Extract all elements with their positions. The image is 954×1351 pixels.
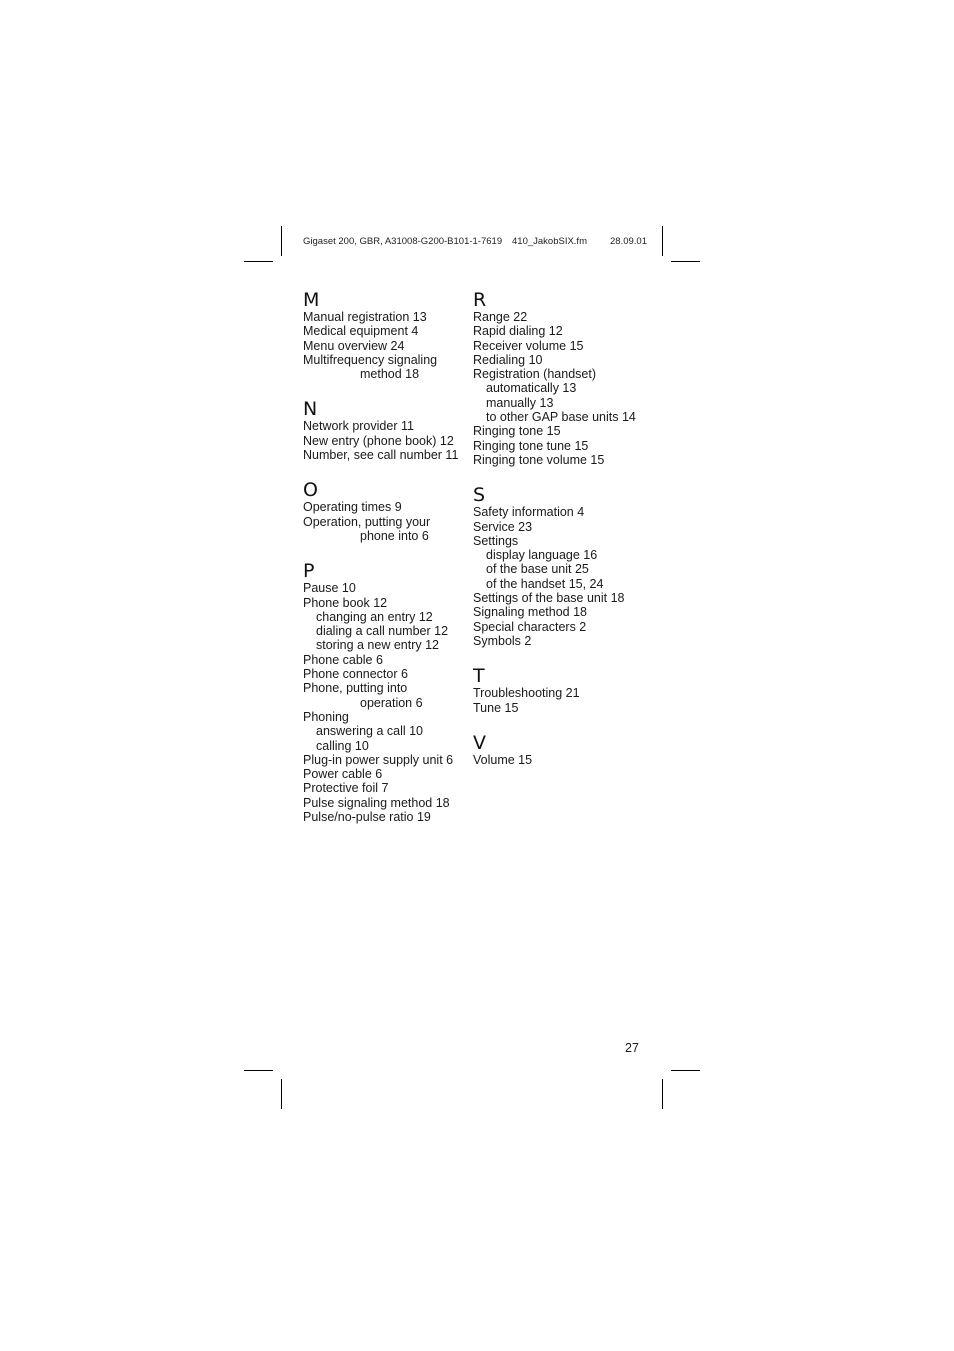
index-section-t [473, 664, 653, 715]
index-section-m [303, 288, 469, 381]
index-entry: Multifrequency signaling [303, 352, 438, 367]
crop-mark-bottom-right-vertical [662, 1079, 663, 1109]
index-entry: Pulse/no-pulse ratio 19 [303, 810, 431, 825]
index-entry: Phone book 12 [303, 595, 388, 610]
index-entry-list [473, 310, 653, 467]
index-entry: Signaling method 18 [473, 605, 587, 620]
index-entry: Protective foil 7 [303, 781, 389, 796]
header-doc-id: Gigaset 200, GBR, A31008-G200-B101-1-7619 [303, 236, 503, 247]
index-entry: Tune 15 [473, 700, 519, 715]
crop-mark-top-left-horizontal [244, 261, 273, 262]
crop-mark-bottom-left-vertical [281, 1079, 282, 1109]
index-column-right [473, 288, 653, 783]
index-entry: Range 22 [473, 310, 528, 324]
index-entry: Phoning [303, 709, 349, 724]
section-letter: R [473, 289, 487, 311]
index-entry: Ringing tone volume 15 [473, 452, 605, 467]
index-entry-list [473, 686, 653, 715]
index-entry: Safety information 4 [473, 505, 585, 520]
index-subentry: storing a new entry 12 [316, 638, 439, 653]
index-section-p [303, 559, 469, 824]
index-entry: phone into 6 [360, 528, 429, 543]
index-entry: Ringing tone tune 15 [473, 438, 589, 453]
index-entry: Phone connector 6 [303, 667, 408, 682]
index-entry: Symbols 2 [473, 633, 532, 648]
index-subentry: to other GAP base units 14 [486, 410, 636, 425]
index-subentry: answering a call 10 [316, 724, 424, 739]
crop-mark-top-left-vertical [281, 226, 282, 256]
index-entry: method 18 [360, 367, 420, 382]
section-letter: P [303, 560, 315, 583]
index-entry: Registration (handset) [473, 367, 596, 382]
index-entry: Network provider 11 [303, 419, 414, 434]
crop-mark-top-right-horizontal [671, 261, 700, 262]
header-date: 28.09.01 [610, 236, 647, 247]
index-entry-list [303, 419, 469, 462]
index-section-n [303, 397, 469, 462]
index-entry-list [303, 310, 469, 381]
section-letter: T [473, 665, 485, 688]
index-entry: Receiver volume 15 [473, 338, 584, 353]
index-entry: Operating times 9 [303, 500, 402, 515]
index-section-o [303, 478, 469, 543]
index-entry-list [303, 581, 469, 824]
index-entry: Volume 15 [473, 752, 533, 767]
index-section-r [473, 288, 653, 467]
index-subentry: manually 13 [486, 395, 554, 410]
index-subentry: display language 16 [486, 548, 598, 563]
index-entry: Operation, putting your [303, 514, 431, 529]
page-number: 27 [625, 1041, 639, 1055]
section-letter: O [303, 479, 318, 502]
index-subentry: dialing a call number 12 [316, 624, 449, 639]
index-entry: Manual registration 13 [303, 310, 427, 324]
index-entry: Troubleshooting 21 [473, 686, 580, 701]
index-entry: Rapid dialing 12 [473, 324, 563, 339]
crop-mark-bottom-right-horizontal [671, 1070, 700, 1071]
index-entry: Pulse signaling method 18 [303, 795, 450, 810]
index-entry: Number, see call number 11 [303, 448, 459, 463]
section-letter: M [303, 289, 320, 311]
index-entry: Settings of the base unit 18 [473, 591, 625, 606]
index-subentry: of the handset 15, 24 [486, 576, 604, 591]
index-subentry: changing an entry 12 [316, 609, 433, 624]
crop-mark-top-right-vertical [662, 226, 663, 256]
index-column-left [303, 288, 469, 840]
index-entry: Ringing tone 15 [473, 424, 561, 439]
index-entry-list [303, 500, 469, 543]
section-letter: V [473, 731, 486, 754]
section-letter: N [303, 398, 318, 421]
crop-mark-bottom-left-horizontal [244, 1070, 273, 1071]
index-entry: operation 6 [360, 695, 423, 710]
index-entry: Redialing 10 [473, 352, 543, 367]
index-entry-list [473, 753, 653, 767]
index-entry: Service 23 [473, 519, 533, 534]
index-subentry: calling 10 [316, 738, 369, 753]
index-entry: Phone, putting into [303, 681, 408, 696]
index-entry: Phone cable 6 [303, 652, 383, 667]
index-subentry: automatically 13 [486, 381, 577, 396]
index-section-v [473, 731, 653, 767]
page-header [303, 236, 647, 250]
index-entry: Settings [473, 533, 519, 548]
index-entry: Menu overview 24 [303, 338, 405, 353]
index-entry: New entry (phone book) 12 [303, 433, 454, 448]
index-subentry: of the base unit 25 [486, 562, 589, 577]
index-entry: Special characters 2 [473, 619, 587, 634]
header-file-name: 410_JakobSIX.fm [512, 236, 587, 247]
index-entry: Power cable 6 [303, 767, 383, 782]
index-entry: Pause 10 [303, 581, 356, 596]
index-entry-list [473, 505, 653, 648]
index-entry: Plug-in power supply unit 6 [303, 752, 454, 767]
section-letter: S [473, 484, 486, 507]
index-entry: Medical equipment 4 [303, 324, 419, 339]
index-section-s [473, 483, 653, 648]
